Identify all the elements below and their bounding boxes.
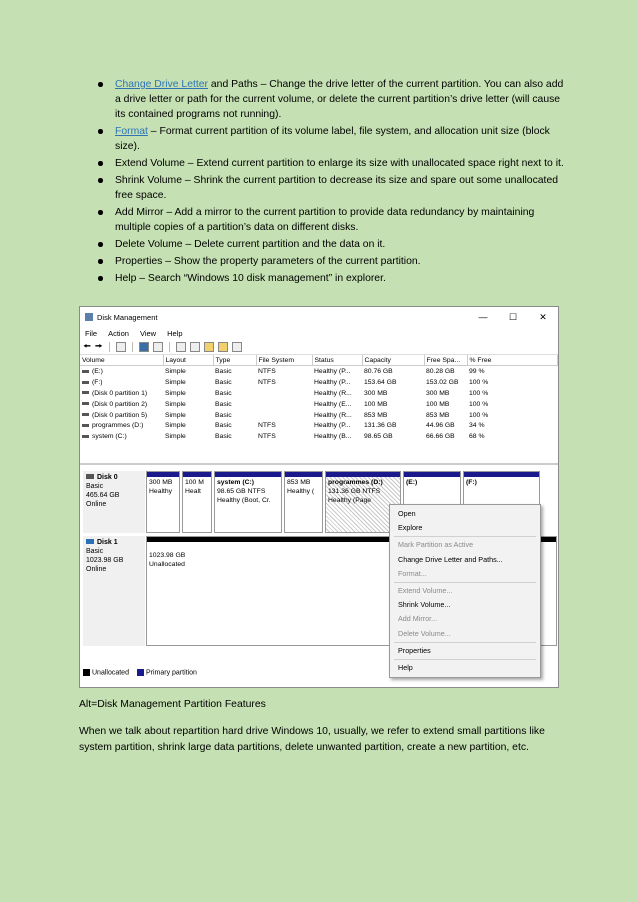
menu-open[interactable]: Open — [398, 509, 416, 518]
table-cell: Basic — [215, 411, 232, 419]
forward-arrow-icon[interactable]: 🠚 — [94, 341, 103, 351]
table-row[interactable] — [80, 431, 558, 442]
partition-text: (E:) — [406, 479, 418, 486]
table-cell: 68 % — [469, 433, 485, 441]
console-tree-icon[interactable] — [116, 342, 126, 352]
table-cell — [256, 388, 312, 399]
partition-text: Healthy (Boot, Cr. — [217, 497, 271, 504]
volume-name-cell — [80, 420, 163, 431]
menu-separator — [394, 582, 536, 583]
menu-delete-volume: Delete Volume... — [398, 628, 451, 638]
legend-primary — [137, 669, 197, 676]
table-row[interactable] — [80, 399, 558, 410]
partition-text: programmes (D:) — [328, 479, 383, 486]
disk-icon — [86, 539, 94, 544]
table-cell: NTFS — [258, 422, 276, 430]
window-title: Disk Management — [97, 312, 158, 322]
table-cell: 66.66 GB — [426, 433, 455, 441]
partition-text: Healthy ( — [287, 488, 315, 495]
bullet-text: Add Mirror – Add a mirror to the current partition to provide data redundancy by maintaining multiple copies of a partition’s data on different disks. — [115, 207, 535, 233]
table-cell: Healthy (P... — [314, 378, 351, 386]
table-cell: Basic — [215, 433, 232, 441]
disk-0-state: Online — [86, 501, 107, 508]
volume-name-cell — [80, 431, 163, 442]
disk-0-name: Disk 0 — [97, 474, 118, 481]
volume-name: (Disk 0 partition 5) — [92, 411, 148, 419]
properties-icon[interactable] — [153, 342, 163, 352]
bullet-properties — [98, 254, 568, 269]
volume-name: (E:) — [92, 367, 103, 375]
col-status[interactable]: Status — [312, 355, 362, 366]
legend — [83, 663, 197, 683]
table-cell: Simple — [165, 411, 186, 419]
disk-0-type: Basic — [86, 483, 104, 490]
table-cell: Basic — [215, 367, 232, 375]
bullet-text: Shrink Volume – Shrink the current partition to decrease its size and spare out some unallocated free space. — [115, 175, 559, 201]
volume-icon — [82, 391, 89, 394]
table-cell: Basic — [215, 422, 232, 430]
table-cell: Healthy (B... — [314, 433, 352, 441]
toolbar — [80, 340, 558, 355]
table-cell: 100 MB — [426, 400, 450, 408]
checkmark-icon[interactable] — [190, 342, 200, 352]
primary-swatch — [137, 669, 144, 676]
change-drive-letter-link[interactable]: Change Drive Letter — [115, 79, 208, 90]
legend-label: Primary partition — [145, 669, 197, 677]
menu-help[interactable]: Help — [167, 329, 183, 338]
table-cell: 44.96 GB — [426, 422, 455, 430]
connect-disk-icon[interactable] — [176, 342, 186, 352]
partition-text: Healthy (Page — [328, 497, 372, 504]
bullet-text: Properties – Show the property parameters of the current partition. — [115, 256, 421, 267]
col-percent-free[interactable]: % Free — [467, 355, 558, 366]
disk-1-name: Disk 1 — [97, 539, 118, 546]
disk-0-partition[interactable] — [146, 471, 180, 533]
app-icon — [85, 313, 93, 321]
bullet-text: Extend Volume – Extend current partition to enlarge its size with unallocated space right next to it. — [115, 158, 564, 169]
table-cell: Simple — [165, 400, 186, 408]
volume-icon — [82, 435, 89, 438]
col-free-space[interactable]: Free Spa... — [424, 355, 467, 366]
partition-text: Healt — [185, 488, 201, 495]
table-cell: NTFS — [258, 433, 276, 441]
disk-icon — [86, 474, 94, 479]
disk-0-size: 465.64 GB — [86, 492, 120, 499]
bullet-format — [98, 124, 568, 154]
table-header-row — [80, 355, 558, 366]
disk-1-size: 1023.98 GB — [86, 557, 124, 564]
menu-separator — [394, 642, 536, 643]
table-cell: 131.36 GB — [364, 422, 397, 430]
disk-0-partition[interactable] — [214, 471, 282, 533]
disk-1-label[interactable] — [83, 536, 145, 646]
volume-name-cell — [80, 366, 163, 377]
table-cell: 80.28 GB — [426, 367, 455, 375]
table-cell: Simple — [165, 433, 186, 441]
table-cell — [256, 410, 312, 421]
table-cell: NTFS — [258, 378, 276, 386]
partition-bar — [215, 472, 281, 477]
table-cell: 34 % — [469, 422, 485, 430]
table-cell: 300 MB — [364, 389, 388, 397]
partition-text: 300 MB — [149, 479, 173, 486]
feature-bullet-list — [98, 77, 568, 288]
table-cell: 99 % — [469, 367, 485, 375]
volume-name: (Disk 0 partition 1) — [92, 389, 148, 397]
volume-icon — [82, 424, 89, 427]
volume-name-cell — [80, 377, 163, 388]
partition-text: 100 M — [185, 479, 204, 486]
menu-file[interactable]: File — [85, 329, 98, 338]
table-cell: 98.65 GB — [364, 433, 393, 441]
bullet-shrink-volume — [98, 173, 568, 203]
partition-bar — [147, 472, 179, 477]
volume-icon — [82, 381, 89, 384]
unallocated-swatch — [83, 669, 90, 676]
menu-shrink-volume[interactable]: Shrink Volume... — [398, 600, 451, 610]
partition-text: 853 MB — [287, 479, 311, 486]
unallocated-label: Unallocated — [149, 561, 185, 568]
bullet-delete-volume — [98, 237, 568, 252]
table-row[interactable] — [80, 410, 558, 421]
disk-0-partition[interactable] — [284, 471, 323, 533]
partition-bar — [285, 472, 322, 477]
table-cell: Simple — [165, 422, 186, 430]
menu-action[interactable]: Action — [108, 329, 129, 338]
volume-name: (F:) — [92, 378, 103, 386]
menu-explore[interactable]: Explore — [398, 523, 423, 533]
menu-format: Format... — [398, 568, 427, 578]
view-icon[interactable] — [232, 342, 242, 352]
table-cell: 100 % — [469, 411, 489, 419]
partition-text: Healthy — [149, 488, 173, 495]
bullet-text: and Paths – Change the drive letter of the current partition. You can also add a drive letter or path for the current volume, or delete the current partition’s drive letter (will cause its contained programs not running). — [115, 79, 564, 120]
menu-extend-volume: Extend Volume... — [398, 585, 453, 595]
menu-change-drive-letter[interactable]: Change Drive Letter and Paths... — [398, 554, 503, 564]
partition-bar — [464, 472, 539, 477]
table-cell: Simple — [165, 378, 186, 386]
menu-add-mirror: Add Mirror... — [398, 614, 438, 624]
partition-text: 131.36 GB NTFS — [328, 488, 381, 495]
col-file-system[interactable]: File System — [256, 355, 312, 366]
col-type[interactable]: Type — [213, 355, 256, 366]
disk-0-label[interactable] — [83, 471, 145, 533]
table-cell: NTFS — [258, 367, 276, 375]
bullet-help — [98, 271, 568, 286]
help-icon[interactable] — [139, 342, 149, 352]
partition-text: 98.65 GB NTFS — [217, 488, 266, 495]
disk-1-type: Basic — [86, 548, 104, 555]
image-caption: Alt=Disk Management Partition Features — [79, 699, 266, 710]
table-cell: 100 MB — [364, 400, 388, 408]
table-cell: 153.02 GB — [426, 378, 459, 386]
menu-separator — [394, 659, 536, 660]
table-row[interactable] — [80, 388, 558, 399]
body-paragraph: When we talk about repartition hard drive Windows 10, usually, we refer to extend small partitions like system partition, shrink large data partitions, delete unwanted partition, create a new partition, etc. — [79, 726, 545, 753]
volume-icon — [82, 413, 89, 416]
disk-1-state: Online — [86, 566, 107, 573]
menu-separator — [394, 536, 536, 537]
table-cell: 300 MB — [426, 389, 450, 397]
format-link[interactable]: Format — [115, 126, 148, 137]
bullet-extend-volume — [98, 156, 568, 171]
partition-text: (F:) — [466, 479, 477, 486]
col-capacity[interactable]: Capacity — [362, 355, 424, 366]
bullet-change-drive-letter — [98, 77, 568, 122]
minimize-button[interactable]: — — [478, 311, 488, 322]
volume-table — [80, 355, 558, 442]
table-cell: Simple — [165, 389, 186, 397]
partition-bar — [326, 472, 400, 477]
menu-properties[interactable]: Properties — [398, 645, 431, 655]
menu-mark-active: Mark Partition as Active — [398, 540, 474, 550]
back-arrow-icon[interactable]: 🠘 — [83, 341, 91, 351]
volume-name: system (C:) — [92, 433, 127, 441]
table-cell: 100 % — [469, 378, 489, 386]
volume-name: programmes (D:) — [92, 422, 144, 430]
legend-unallocated — [83, 669, 129, 676]
rescan-icon[interactable] — [218, 342, 228, 352]
title-bar — [80, 307, 558, 327]
table-cell: Basic — [215, 389, 232, 397]
bullet-add-mirror — [98, 205, 568, 235]
bullet-text: – Format current partition of its volume label, file system, and allocation unit size (block size). — [115, 126, 550, 152]
volume-list — [80, 355, 558, 465]
menu-help-item[interactable]: Help — [398, 662, 413, 672]
table-cell: Healthy (R... — [314, 411, 352, 419]
volume-icon — [82, 402, 89, 405]
table-row[interactable] — [80, 366, 558, 377]
menu-bar — [80, 327, 558, 340]
context-menu — [389, 504, 541, 678]
volume-name-cell — [80, 388, 163, 399]
table-cell: Basic — [215, 400, 232, 408]
table-cell: Healthy (P... — [314, 367, 351, 375]
table-cell: Healthy (E... — [314, 400, 352, 408]
table-cell: Healthy (R... — [314, 389, 352, 397]
bullet-text: Delete Volume – Delete current partition and the data on it. — [115, 239, 386, 250]
bullet-text: Help – Search “Windows 10 disk management” in explorer. — [115, 273, 386, 284]
table-cell: 853 MB — [364, 411, 388, 419]
partition-bar — [183, 472, 211, 477]
menu-view[interactable]: View — [139, 329, 157, 338]
table-cell — [256, 399, 312, 410]
table-row[interactable] — [80, 377, 558, 388]
table-cell: 100 % — [469, 400, 489, 408]
table-cell: Healthy (P... — [314, 422, 351, 430]
disk-0-partition[interactable] — [182, 471, 212, 533]
col-layout[interactable]: Layout — [163, 355, 213, 366]
col-volume[interactable]: Volume — [80, 355, 163, 366]
volume-name-cell — [80, 399, 163, 410]
table-cell: Simple — [165, 367, 186, 375]
unallocated-size: 1023.98 GB — [149, 552, 186, 559]
table-cell: 100 % — [469, 389, 489, 397]
folder-icon[interactable] — [204, 342, 214, 352]
legend-label: Unallocated — [92, 669, 129, 677]
partition-bar — [404, 472, 460, 477]
table-cell: Basic — [215, 378, 232, 386]
maximize-button[interactable]: ☐ — [508, 311, 518, 322]
table-cell: 153.64 GB — [364, 378, 397, 386]
table-cell: 80.76 GB — [364, 367, 393, 375]
close-button[interactable]: ✕ — [539, 311, 547, 322]
partition-text: system (C:) — [217, 479, 255, 486]
volume-icon — [82, 370, 89, 373]
volume-name: (Disk 0 partition 2) — [92, 400, 148, 408]
volume-name-cell — [80, 410, 163, 421]
table-cell: 853 MB — [426, 411, 450, 419]
table-row[interactable] — [80, 420, 558, 431]
